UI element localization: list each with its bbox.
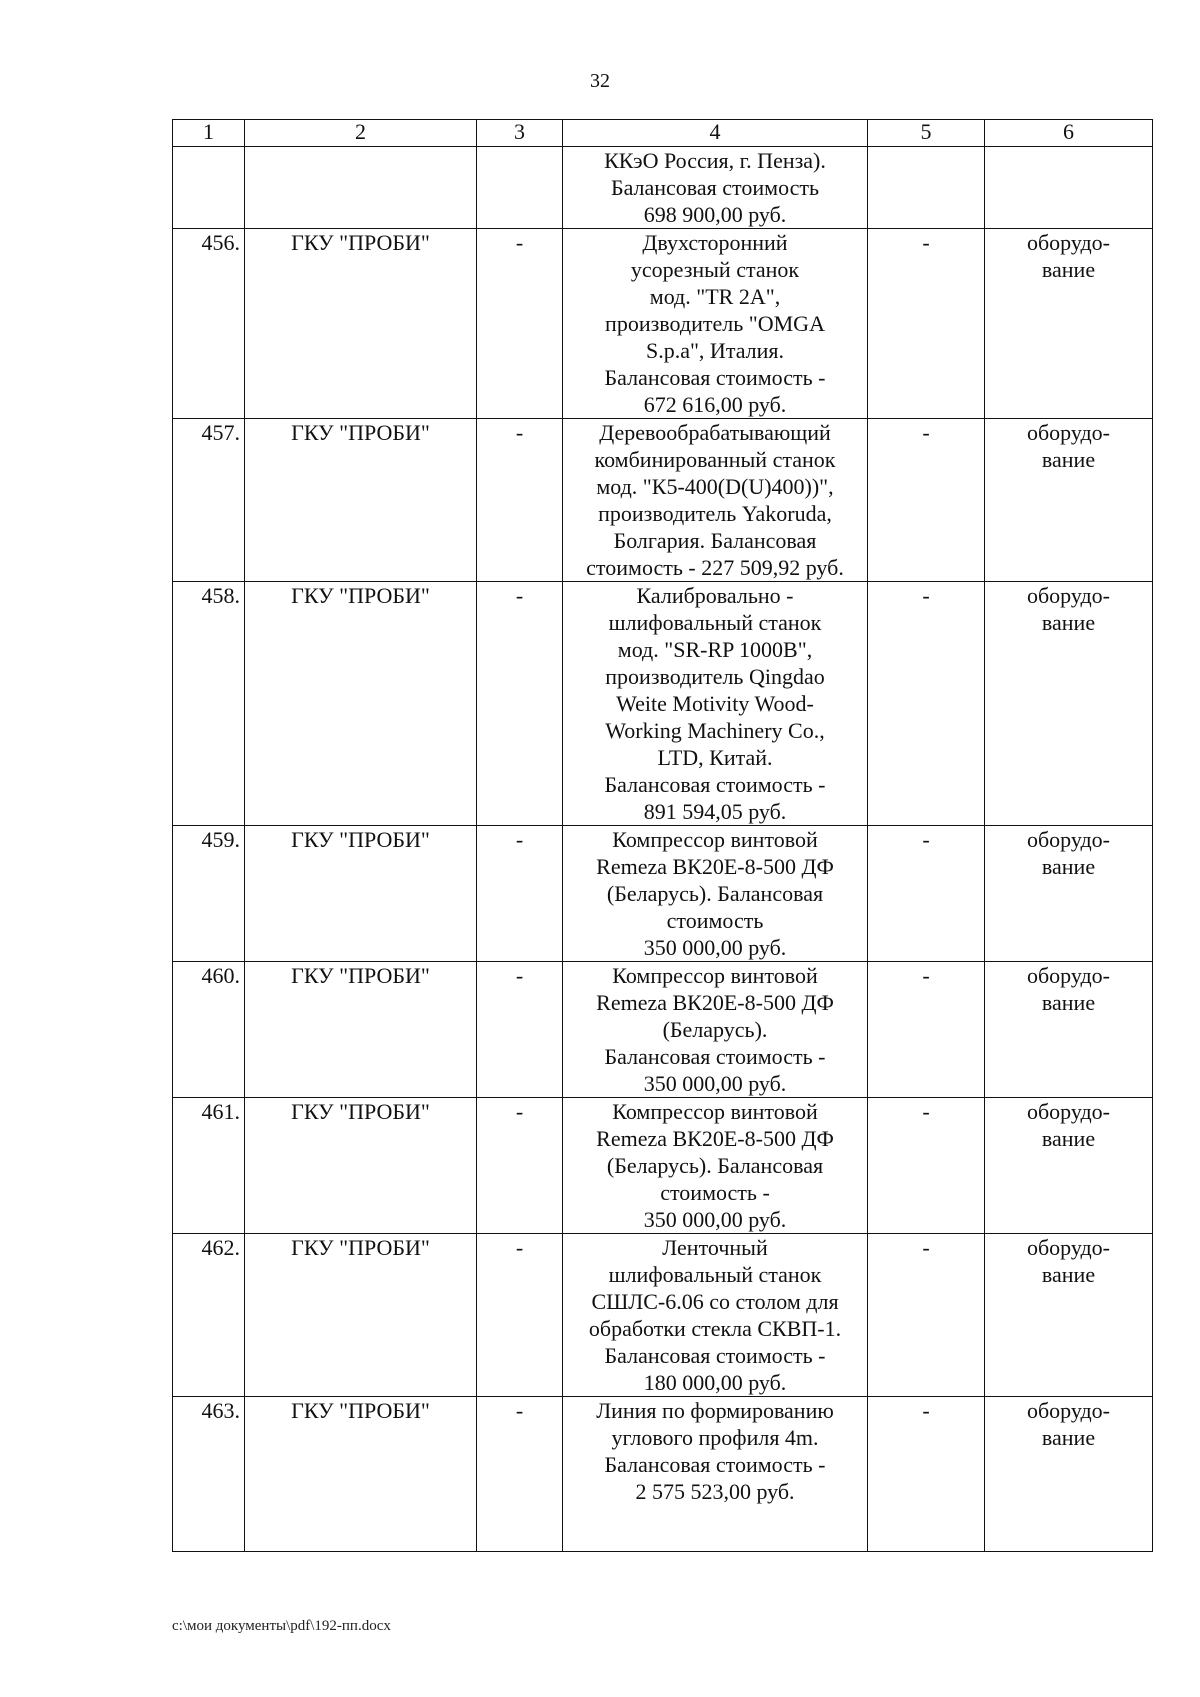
description-cell [563,1098,868,1234]
column-3-value: - [515,1235,524,1260]
header-cell: 5 [868,120,985,147]
property-type-line: оборудо- [1026,1235,1111,1260]
description-line: производитель Qingdao [605,664,825,689]
row-number-cell [173,147,245,229]
description-cell [563,147,868,229]
description-line: Балансовая стоимость [610,175,820,200]
description-line: Weite Motivity Wood- [616,691,814,716]
property-type-line: оборудо- [1026,583,1111,608]
page-number: 32 [590,70,610,92]
description-line: стоимость [666,908,764,933]
description-line: комбинированный станок [594,447,836,472]
property-type-line: вание [1041,1425,1096,1450]
holder-cell [245,962,477,1098]
description-line: Двухсторонний [642,230,788,255]
property-type-line: оборудо- [1026,230,1111,255]
description-line: мод. "TR 2A", [649,284,781,309]
description-line: углового профиля 4m. [611,1425,819,1450]
property-type-cell [985,826,1153,962]
description-line: 350 000,00 руб. [643,1071,787,1096]
property-type-line: оборудо- [1026,1099,1111,1124]
holder-name: ГКУ "ПРОБИ" [291,230,430,255]
description-line: 672 616,00 руб. [643,392,787,417]
description-line: LTD, Китай. [657,745,773,770]
holder-name: ГКУ "ПРОБИ" [291,827,430,852]
description-line: Деревообрабатывающий [599,420,831,445]
column-5-cell [868,1098,985,1234]
table-row [173,1098,1153,1234]
property-type-line: вание [1041,990,1096,1015]
property-type-line: вание [1041,610,1096,635]
column-5-cell [868,147,985,229]
description-cell [563,826,868,962]
property-registry-table [172,119,1153,1552]
row-number: 456. [201,230,240,255]
header-cell: 3 [477,120,563,147]
description-line: Линия по формированию [596,1398,834,1423]
column-5-value: - [922,420,930,445]
property-type-cell [985,1234,1153,1397]
description-line: мод. "SR-RP 1000B", [617,637,813,662]
row-number: 459. [201,827,240,852]
description-cell [563,419,868,582]
property-type-line: вание [1041,1262,1096,1287]
description-line: 891 594,05 руб. [643,799,787,824]
description-cell [563,1397,868,1552]
column-5-value: - [922,963,930,988]
row-number-cell [173,229,245,419]
description-line: стоимость - 227 509,92 руб. [586,555,844,580]
description-line: Remeza ВК20Е-8-500 ДФ [596,854,834,879]
description-line: Remeza ВК20Е-8-500 ДФ [596,1126,834,1151]
column-5-value: - [922,583,930,608]
property-type-cell [985,582,1153,826]
description-line: СШЛС-6.06 со столом для [591,1289,839,1314]
row-number-cell [173,826,245,962]
description-line: Балансовая стоимость - [604,772,826,797]
column-5-cell [868,582,985,826]
description-line: Компрессор винтовой [612,827,818,852]
description-line: 350 000,00 руб. [643,1207,787,1232]
row-number: 458. [201,583,240,608]
description-line: 180 000,00 руб. [643,1370,787,1395]
property-type-line: вание [1041,1126,1096,1151]
column-3-value: - [515,1099,524,1124]
description-cell [563,1234,868,1397]
description-line: Ленточный [662,1235,768,1260]
description-line: Калибровально - [636,583,794,608]
holder-cell [245,419,477,582]
description-line: (Беларусь). Балансовая [606,881,824,906]
table-row [173,1397,1153,1552]
row-number-cell [173,1234,245,1397]
description-line: Компрессор винтовой [612,963,818,988]
row-number-cell [173,962,245,1098]
holder-cell [245,582,477,826]
description-line: шлифовальный станок [608,1262,822,1287]
table-row [173,826,1153,962]
description-line: производитель "OMGA [605,311,825,336]
row-number-cell [173,1098,245,1234]
column-3-cell [477,582,563,826]
row-number: 461. [201,1099,240,1124]
column-3-value: - [515,1398,524,1423]
property-type-line: оборудо- [1026,963,1111,988]
description-cell [563,229,868,419]
holder-cell [245,147,477,229]
row-number: 463. [201,1398,240,1423]
column-3-cell [477,229,563,419]
description-line: Балансовая стоимость - [604,1343,826,1368]
property-type-cell [985,962,1153,1098]
description-line: стоимость - [660,1180,770,1205]
column-5-cell [868,1234,985,1397]
column-5-cell [868,826,985,962]
description-line: шлифовальный станок [608,610,822,635]
column-3-cell [477,826,563,962]
header-cell: 6 [985,120,1153,147]
description-line: Working Machinery Co., [605,718,825,743]
header-cell: 2 [245,120,477,147]
property-type-line: оборудо- [1026,420,1111,445]
column-5-value: - [922,1099,930,1124]
property-type-line: вание [1041,447,1096,472]
file-path-footer: c:\мои документы\pdf\192-пп.docx [172,1618,391,1634]
property-type-cell [985,229,1153,419]
property-type-line: вание [1041,854,1096,879]
row-number-cell [173,1397,245,1552]
column-5-value: - [922,230,930,255]
column-3-cell [477,1098,563,1234]
column-3-value: - [515,230,524,255]
description-line: Компрессор винтовой [612,1099,818,1124]
holder-cell [245,826,477,962]
table-row [173,582,1153,826]
header-cell: 1 [173,120,245,147]
row-number: 460. [201,963,240,988]
description-line: мод. "К5-400(D(U)400))", [596,474,834,499]
property-type-cell [985,1397,1153,1552]
table-row [173,229,1153,419]
property-type-line: вание [1041,257,1096,282]
column-5-cell [868,419,985,582]
column-3-cell [477,419,563,582]
holder-name: ГКУ "ПРОБИ" [291,963,430,988]
table-row-continued [173,147,1153,229]
holder-cell [245,1098,477,1234]
description-line: S.p.a", Италия. [645,338,785,363]
holder-name: ГКУ "ПРОБИ" [291,1398,430,1423]
table-row [173,962,1153,1098]
header-cell: 4 [563,120,868,147]
description-line: ККэО Россия, г. Пенза). [604,148,826,173]
holder-name: ГКУ "ПРОБИ" [291,1235,430,1260]
column-5-cell [868,229,985,419]
column-3-cell [477,1234,563,1397]
row-number-cell [173,419,245,582]
property-type-cell [985,147,1153,229]
description-line: Балансовая стоимость - [604,365,826,390]
row-number-cell [173,582,245,826]
description-line: обработки стекла СКВП-1. [588,1316,842,1341]
description-cell [563,582,868,826]
description-line: 698 900,00 руб. [643,202,787,227]
column-3-value: - [515,827,524,852]
column-5-value: - [922,1398,930,1423]
description-line: производитель Yakoruda, [598,501,832,526]
column-3-value: - [515,420,524,445]
column-3-cell [477,962,563,1098]
table-row [173,419,1153,582]
description-line: 350 000,00 руб. [643,935,787,960]
description-line: Балансовая стоимость - [604,1452,826,1477]
holder-cell [245,1234,477,1397]
column-5-cell [868,962,985,1098]
description-line: Remeza ВК20Е-8-500 ДФ [596,990,834,1015]
row-number: 462. [201,1235,240,1260]
description-line: 2 575 523,00 руб. [635,1479,795,1504]
table-header [173,120,1153,147]
row-number: 457. [201,420,240,445]
column-3-cell [477,147,563,229]
table-row [173,1234,1153,1397]
holder-cell [245,1397,477,1552]
column-5-value: - [922,1235,930,1260]
holder-name: ГКУ "ПРОБИ" [291,420,430,445]
column-5-value: - [922,827,930,852]
holder-cell [245,229,477,419]
description-line: усорезный станок [630,257,800,282]
description-cell [563,962,868,1098]
holder-name: ГКУ "ПРОБИ" [291,583,430,608]
column-3-value: - [515,963,524,988]
holder-name: ГКУ "ПРОБИ" [291,1099,430,1124]
column-3-value: - [515,583,524,608]
table-body [173,147,1153,1552]
description-line: Балансовая стоимость - [604,1044,826,1069]
column-3-cell [477,1397,563,1552]
property-type-cell [985,419,1153,582]
column-5-cell [868,1397,985,1552]
property-type-cell [985,1098,1153,1234]
property-type-line: оборудо- [1026,827,1111,852]
description-line: (Беларусь). Балансовая [606,1153,824,1178]
description-line: Болгария. Балансовая [613,528,817,553]
property-type-line: оборудо- [1026,1398,1111,1423]
description-line: (Беларусь). [662,1017,768,1042]
